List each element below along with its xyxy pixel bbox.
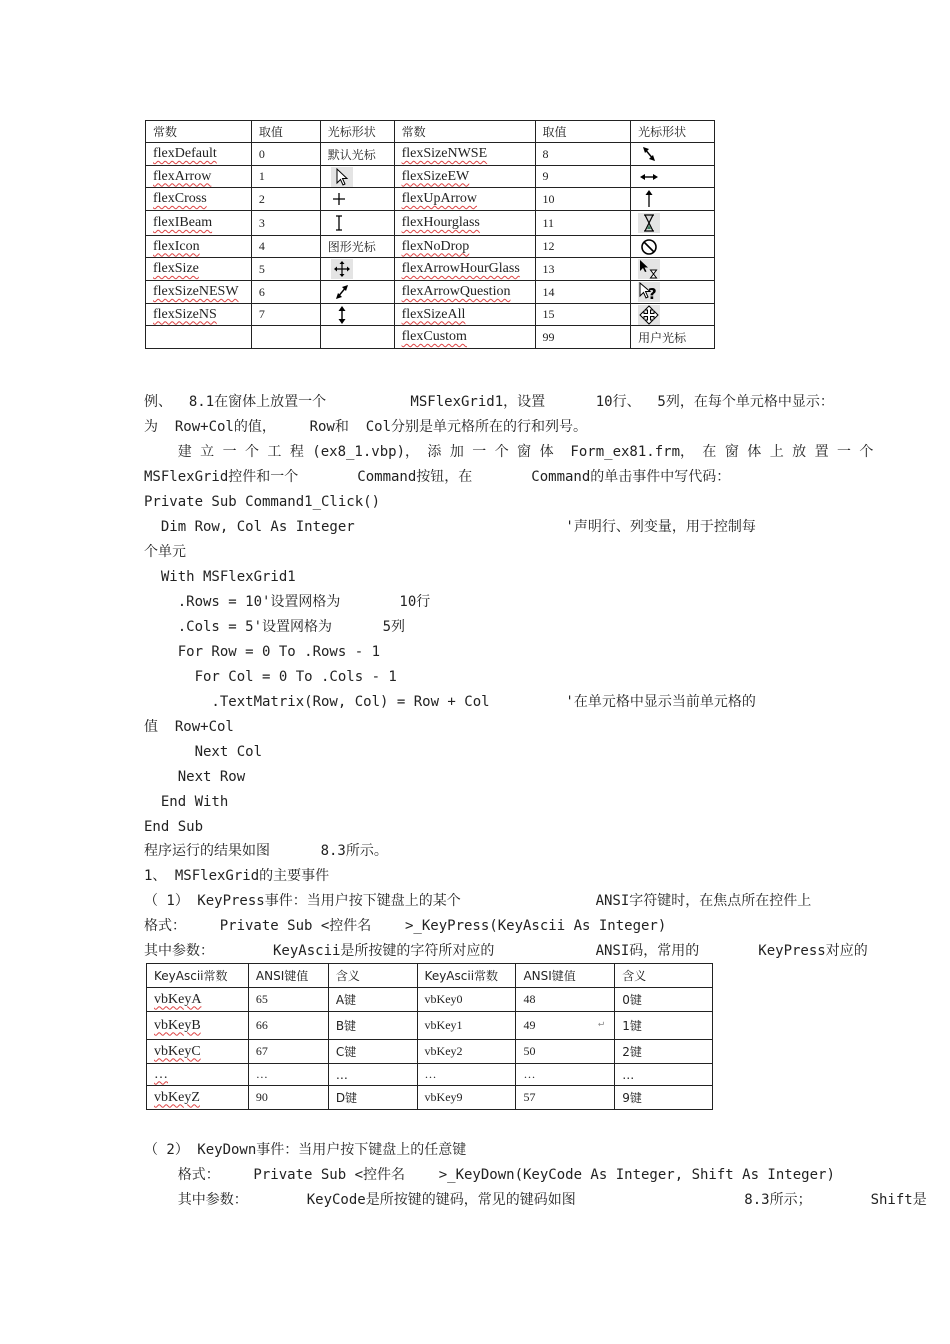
- table-cell: A键: [328, 988, 417, 1012]
- table-row: [146, 236, 715, 258]
- no-drop-cursor-icon: [638, 237, 660, 257]
- constant-value: 7: [251, 304, 320, 326]
- constant-value: 0: [251, 143, 320, 166]
- cursor-shape: [631, 166, 715, 188]
- constant-value: 3: [251, 211, 320, 236]
- table-row: [146, 166, 715, 188]
- table-cell: 50: [516, 1040, 615, 1064]
- constant-value: 13: [535, 258, 631, 281]
- text-line: 其中参数： KeyCode是所按键的键码，常见的键码如图 8.3所示； Shift是: [144, 1192, 927, 1208]
- text-line: End With: [144, 794, 229, 810]
- table-cell: 67: [248, 1040, 328, 1064]
- header-cell: ANSI键值: [516, 964, 615, 988]
- table-cell: 1键: [615, 1012, 713, 1040]
- ibeam-cursor-icon: [328, 213, 350, 233]
- cursor-shape: [631, 188, 715, 211]
- constant-value: 14: [535, 281, 631, 304]
- text-line: （ 1） KeyPress事件：当用户按下键盘上的某个 ANSI字符键时，在焦点所在控件上: [144, 893, 812, 909]
- table-row: [146, 304, 715, 326]
- text-line: Private Sub Command1_Click(): [144, 494, 381, 510]
- constant-name: flexSizeNWSE: [394, 143, 535, 166]
- constant-name: flexDefault: [146, 143, 252, 166]
- constant-name: flexIBeam: [146, 211, 252, 236]
- table-cell: …: [417, 1064, 516, 1086]
- text-line: With MSFlexGrid1: [144, 569, 296, 585]
- table-cell: 49: [516, 1012, 615, 1040]
- constant-name: flexSize: [146, 258, 252, 281]
- cursor-shape: 图形光标: [320, 236, 394, 258]
- constant-name: flexArrowHourGlass: [394, 258, 535, 281]
- header-cell: 取值: [535, 121, 631, 143]
- resize-ew-cursor-icon: [638, 167, 660, 187]
- constant-name: flexUpArrow: [394, 188, 535, 211]
- constant-value: 4: [251, 236, 320, 258]
- svg-text:?: ?: [648, 285, 657, 302]
- header-cell: 含义: [615, 964, 713, 988]
- constant-value: 1: [251, 166, 320, 188]
- table-cell: vbKeyB: [147, 1012, 249, 1040]
- constant-value: 8: [535, 143, 631, 166]
- text-line: 为 Row+Col的值， Row和 Col分别是单元格所在的行和列号。: [144, 419, 588, 435]
- table-cell: vbKeyA: [147, 988, 249, 1012]
- header-cell: 光标形状: [320, 121, 394, 143]
- text-line: （ 2） KeyDown事件：当用户按下键盘上的任意键: [144, 1142, 467, 1158]
- constant-value: 6: [251, 281, 320, 304]
- cursor-constants-table: [145, 120, 715, 349]
- keyascii-table: [146, 963, 713, 1110]
- crosshair-cursor-icon: [328, 189, 350, 209]
- cursor-shape: 用户光标: [631, 326, 715, 349]
- text-line: For Row = 0 To .Rows - 1: [144, 644, 381, 660]
- resize-ns-cursor-icon: [331, 305, 353, 325]
- header-cell: ANSI键值: [248, 964, 328, 988]
- table-row: [146, 326, 715, 349]
- constant-value: [251, 326, 320, 349]
- table-cell: 2键: [615, 1040, 713, 1064]
- cursor-shape: [320, 188, 394, 211]
- table-cell: C键: [328, 1040, 417, 1064]
- table-row: [146, 143, 715, 166]
- table-cell: …: [328, 1064, 417, 1086]
- header-cell: KeyAscii常数: [417, 964, 516, 988]
- header-cell: 光标形状: [631, 121, 715, 143]
- table-cell: vbKey1: [417, 1012, 516, 1040]
- constant-name: flexArrow: [146, 166, 252, 188]
- text-line: 个单元: [144, 544, 186, 560]
- header-cell: 常数: [146, 121, 252, 143]
- cursor-shape: [320, 211, 394, 236]
- cursor-shape: [320, 326, 394, 349]
- table-cell: 66: [248, 1012, 328, 1040]
- text-line: 例、 8.1在窗体上放置一个 MSFlexGrid1，设置 10行、 5列，在每个单元格中显示：: [144, 394, 834, 410]
- cursor-shape: [320, 281, 394, 304]
- text-line: For Col = 0 To .Cols - 1: [144, 669, 397, 685]
- text-line: MSFlexGrid控件和一个 Command按钮，在 Command的单击事件中写代码：: [144, 469, 731, 485]
- table-cell: 48: [516, 988, 615, 1012]
- table-cell: …: [147, 1064, 249, 1086]
- constant-name: flexCross: [146, 188, 252, 211]
- table-cell: B键: [328, 1012, 417, 1040]
- table-cell: 0键: [615, 988, 713, 1012]
- constant-value: 2: [251, 188, 320, 211]
- text-line: 格式： Private Sub <控件名 >_KeyPress(KeyAscii As Integer): [144, 918, 667, 934]
- constant-value: 10: [535, 188, 631, 211]
- hourglass-cursor-icon: [638, 213, 660, 233]
- text-line: 格式： Private Sub <控件名 >_KeyDown(KeyCode As Integer, Shift As Integer): [144, 1167, 835, 1183]
- header-cell: 含义: [328, 964, 417, 988]
- resize-nesw-cursor-icon: [331, 282, 353, 302]
- cursor-shape: [631, 143, 715, 166]
- table-cell: …: [516, 1064, 615, 1086]
- text-line: Dim Row, Col As Integer '声明行、列变量，用于控制每: [144, 519, 756, 535]
- text-line: 建 立 一 个 工 程 (ex8_1.vbp)， 添 加 一 个 窗 体 Form_ex81.frm， 在 窗 体 上 放 置 一 个: [144, 444, 874, 460]
- text-line: .TextMatrix(Row, Col) = Row + Col '在单元格中显示当前单元格的: [144, 694, 756, 710]
- table-cell: 9键: [615, 1086, 713, 1110]
- constant-value: 11: [535, 211, 631, 236]
- table-row: [146, 211, 715, 236]
- table-row: [146, 188, 715, 211]
- table-row: [147, 1086, 713, 1110]
- up-arrow-cursor-icon: [638, 189, 660, 209]
- table-cell: vbKey9: [417, 1086, 516, 1110]
- resize-nwse-cursor-icon: [638, 144, 660, 164]
- cursor-shape: [631, 236, 715, 258]
- constant-name: flexArrowQuestion: [394, 281, 535, 304]
- constant-value: 99: [535, 326, 631, 349]
- table-header-row: [146, 121, 715, 143]
- text-line: Next Col: [144, 744, 263, 760]
- return-mark: ↵: [598, 1018, 605, 1029]
- table-row: [147, 1012, 713, 1040]
- text-line: End Sub: [144, 819, 204, 835]
- constant-name: flexSizeNESW: [146, 281, 252, 304]
- constant-value: 5: [251, 258, 320, 281]
- cursor-shape: [631, 281, 715, 304]
- text-line: 1、 MSFlexGrid的主要事件: [144, 868, 330, 884]
- constant-name: flexSizeNS: [146, 304, 252, 326]
- cursor-shape: [320, 166, 394, 188]
- table-cell: 65: [248, 988, 328, 1012]
- cursor-shape: [320, 258, 394, 281]
- table-row: [147, 988, 713, 1012]
- table-row: [147, 1064, 713, 1086]
- size-all-cursor-icon: [638, 305, 660, 325]
- text-line: Next Row: [144, 769, 246, 785]
- table-cell: D键: [328, 1086, 417, 1110]
- text-line: .Rows = 10'设置网格为 10行: [144, 594, 431, 610]
- constant-name: flexCustom: [394, 326, 535, 349]
- text-line: .Cols = 5'设置网格为 5列: [144, 619, 406, 635]
- move-cursor-icon: [331, 259, 353, 279]
- cursor-shape: 默认光标: [320, 143, 394, 166]
- table-row: [146, 281, 715, 304]
- cursor-shape: [631, 211, 715, 236]
- table-cell: vbKeyC: [147, 1040, 249, 1064]
- cursor-shape: [320, 304, 394, 326]
- constant-name: [146, 326, 252, 349]
- table-cell: 90: [248, 1086, 328, 1110]
- cursor-shape: [631, 304, 715, 326]
- table-row: [147, 1040, 713, 1064]
- arrow-hourglass-cursor-icon: [638, 259, 660, 279]
- text-line: 其中参数： KeyAscii是所按键的字符所对应的 ANSI码，常用的 KeyPress对应的: [144, 943, 868, 959]
- table-cell: …: [615, 1064, 713, 1086]
- cursor-shape: [631, 258, 715, 281]
- text-line: 值 Row+Col: [144, 719, 234, 735]
- constant-value: 12: [535, 236, 631, 258]
- header-cell: KeyAscii常数: [147, 964, 249, 988]
- header-cell: 取值: [251, 121, 320, 143]
- table-header-row: [147, 964, 713, 988]
- arrow-cursor-icon: [331, 167, 353, 187]
- constant-name: flexIcon: [146, 236, 252, 258]
- constant-name: flexSizeAll: [394, 304, 535, 326]
- table-cell: vbKeyZ: [147, 1086, 249, 1110]
- header-cell: 常数: [394, 121, 535, 143]
- table-cell: vbKey2: [417, 1040, 516, 1064]
- text-line: 程序运行的结果如图 8.3所示。: [144, 843, 388, 859]
- table-cell: 57: [516, 1086, 615, 1110]
- arrow-question-cursor-icon: [638, 282, 660, 302]
- table-cell: vbKey0: [417, 988, 516, 1012]
- constant-name: flexSizeEW: [394, 166, 535, 188]
- table-cell: …: [248, 1064, 328, 1086]
- constant-name: flexNoDrop: [394, 236, 535, 258]
- table-row: [146, 258, 715, 281]
- constant-name: flexHourglass: [394, 211, 535, 236]
- constant-value: 9: [535, 166, 631, 188]
- constant-value: 15: [535, 304, 631, 326]
